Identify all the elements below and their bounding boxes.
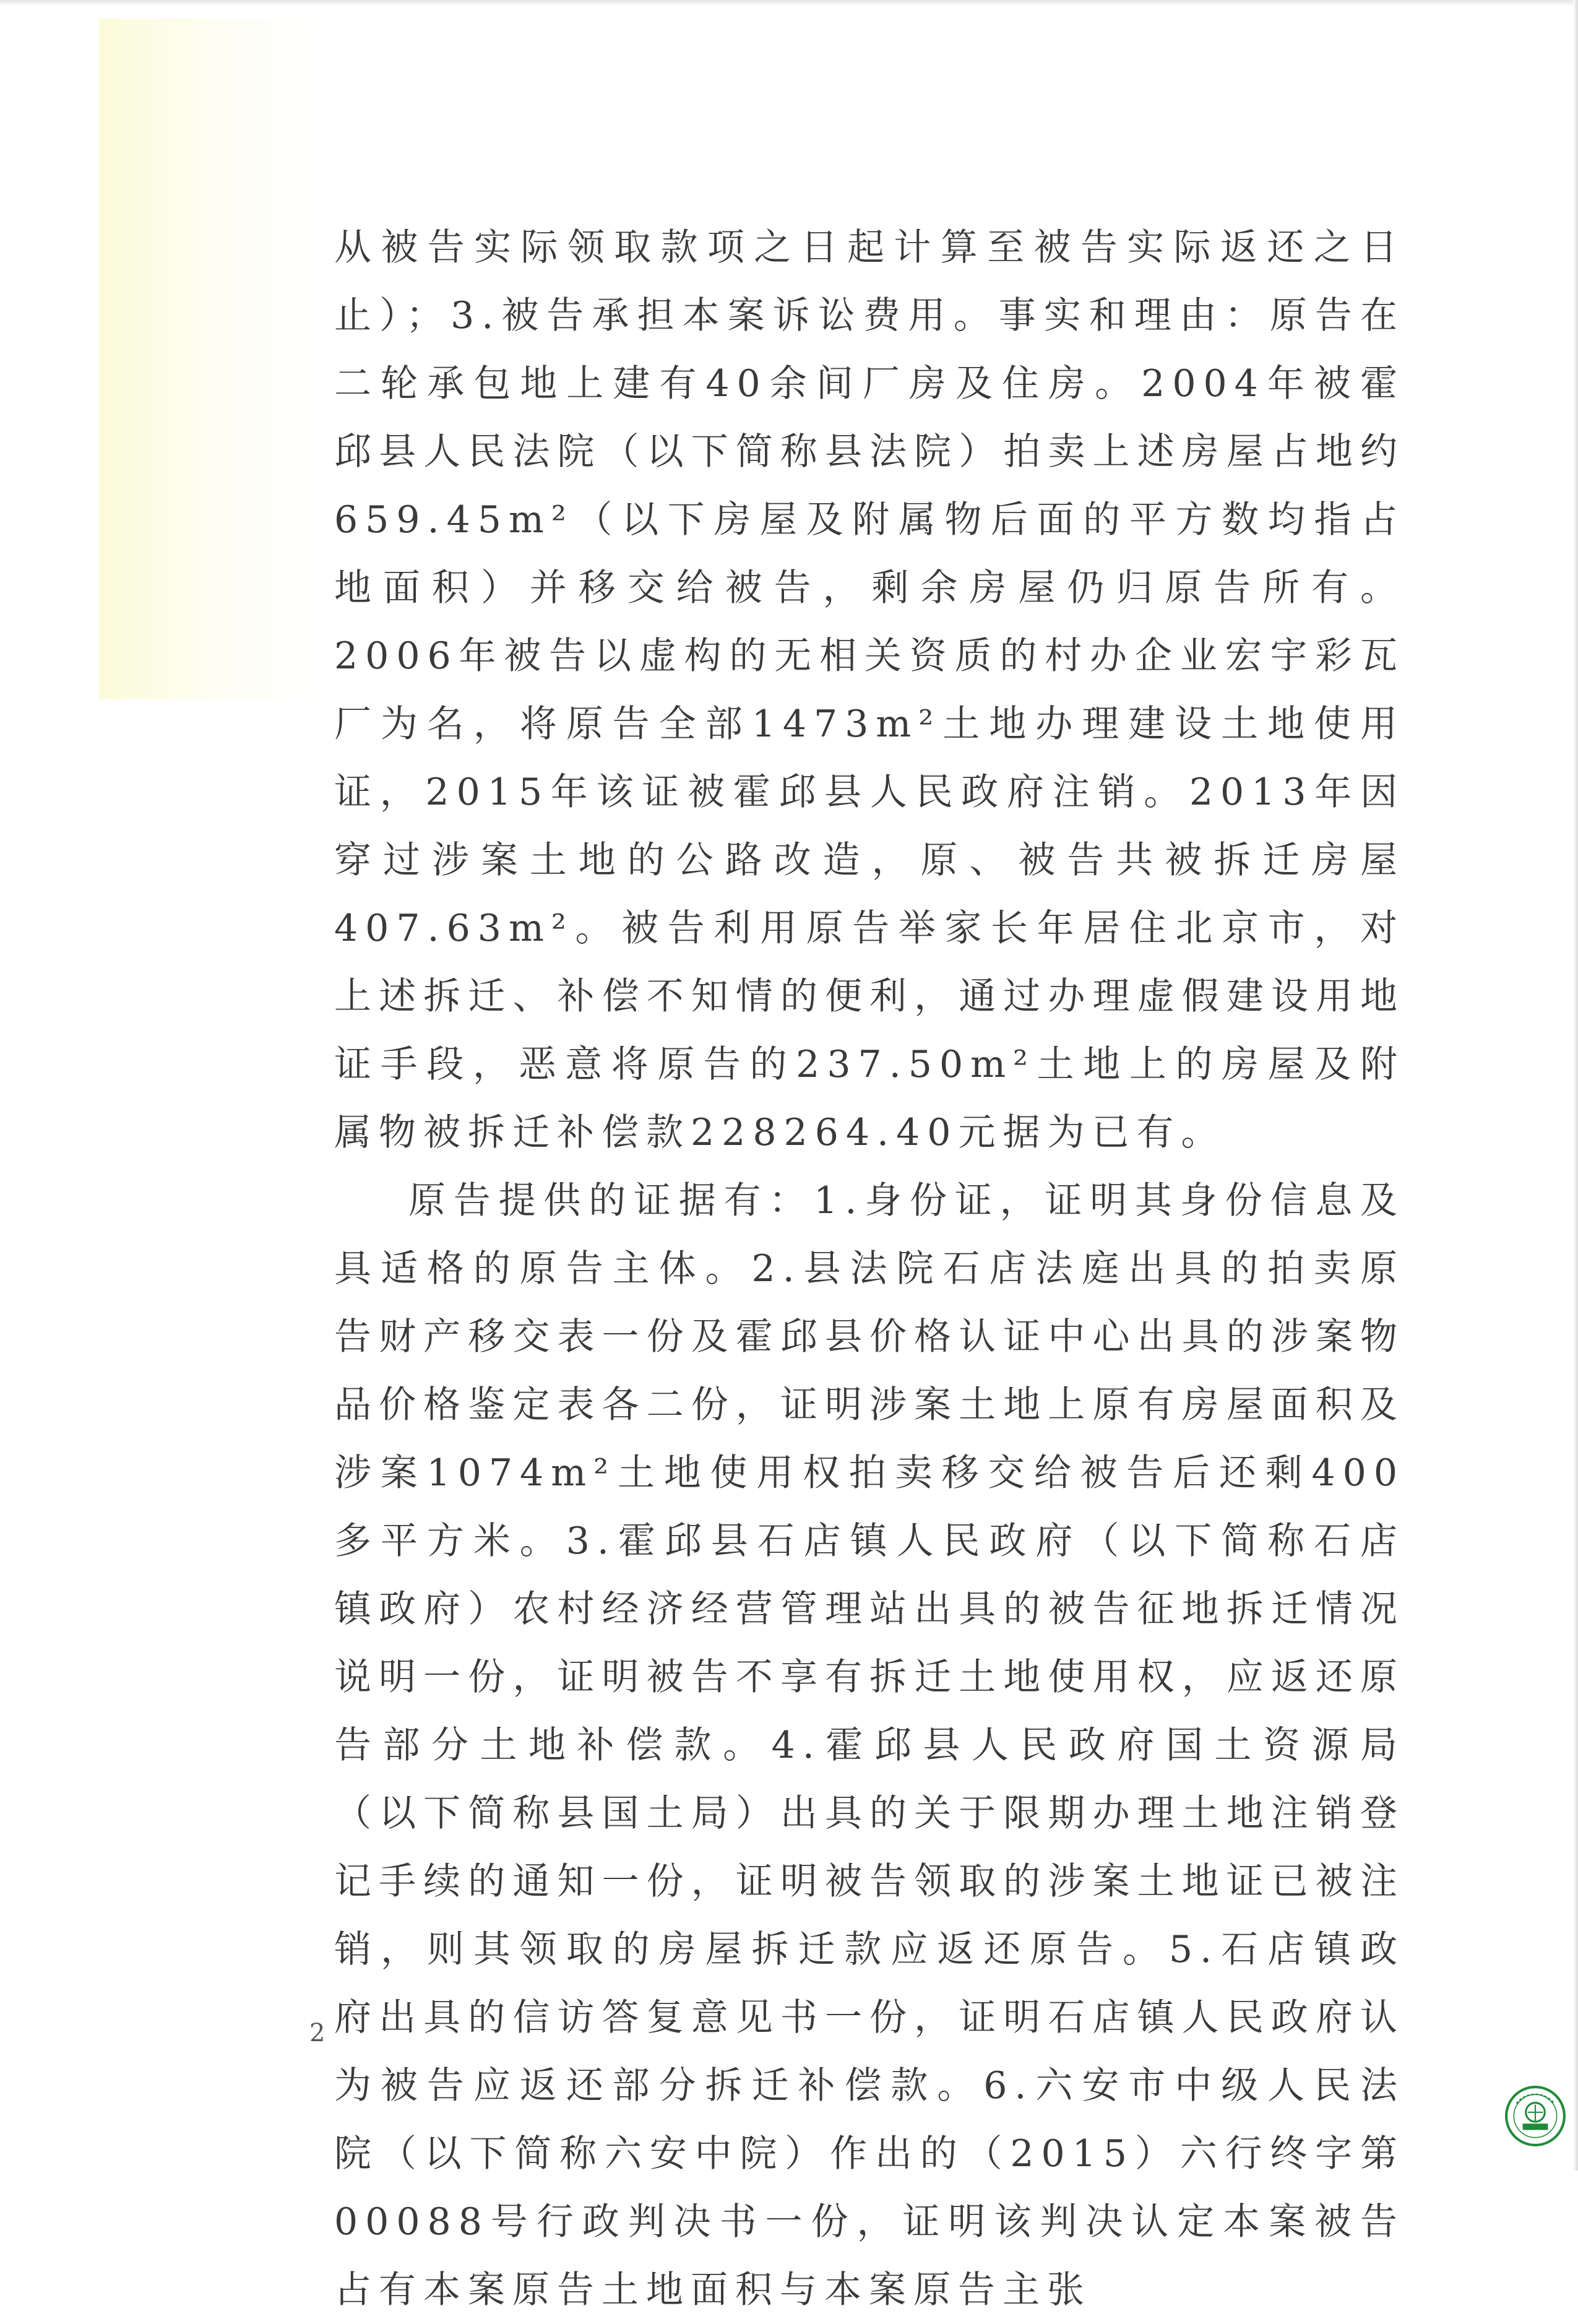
scan-edge-top [0, 0, 1578, 6]
court-seal-icon [1504, 2084, 1567, 2148]
paper-tint [99, 19, 322, 699]
document-body [334, 214, 1405, 2324]
scan-edge-right [1573, 0, 1578, 2171]
page-number: 2 [309, 2019, 326, 2047]
paragraph-claims-and-facts: 从被告实际领取款项之日起计算至被告实际返还之日止）；3.被告承担本案诉讼费用。事实和理由：原告在二轮承包地上建有40余间厂房及住房。2004年被霍邱县人民法院（以下简称县法院）拍卖上述房屋占地约659.45m²（以下房屋及附属物后面的平方数均指占地面积）并移交给被告，剩余房屋仍归原告所有。2006年被告以虚构的无相关资质的村办企业宏宇彩瓦厂为名，将原告全部1473m²土地办理建设土地使用证，2015年该证被霍邱县人民政府注销。2013年因穿过涉案土地的公路改造，原、被告共被拆迁房屋407.63m²。被告利用原告举家长年居住北京市，对上述拆迁、补偿不知情的便利，通过办理虚假建设用地证手段，恶意将原告的237.50m²土地上的房屋及附属物被拆迁补偿款228264.40元据为已有。 [334, 226, 1405, 1154]
paragraph-plaintiff-evidence: 原告提供的证据有：1.身份证，证明其身份信息及具适格的原告主体。2.县法院石店法庭出具的拍卖原告财产移交表一份及霍邱县价格认证中心出具的涉案物品价格鉴定表各二份，证明涉案土地上原有房屋面积及涉案1074m²土地使用权拍卖移交给被告后还剩400多平方米。3.霍邱县石店镇人民政府（以下简称石店镇政府）农村经济经营管理站出具的被告征地拆迁情况说明一份，证明被告不享有拆迁土地使用权，应返还原告部分土地补偿款。4.霍邱县人民政府国土资源局（以下简称县国土局）出具的关于限期办理土地注销登记手续的通知一份，证明被告领取的涉案土地证已被注销，则其领取的房屋拆迁款应返还原告。5.石店镇政府出具的信访答复意见书一份，证明石店镇人民政府认为被告应返还部分拆迁补偿款。6.六安市中级人民法院（以下简称六安中院）作出的（2015）六行终字第00088号行政判决书一份，证明该判决认定本案被告占有本案原告土地面积与本案原告主张 [334, 1179, 1405, 2312]
